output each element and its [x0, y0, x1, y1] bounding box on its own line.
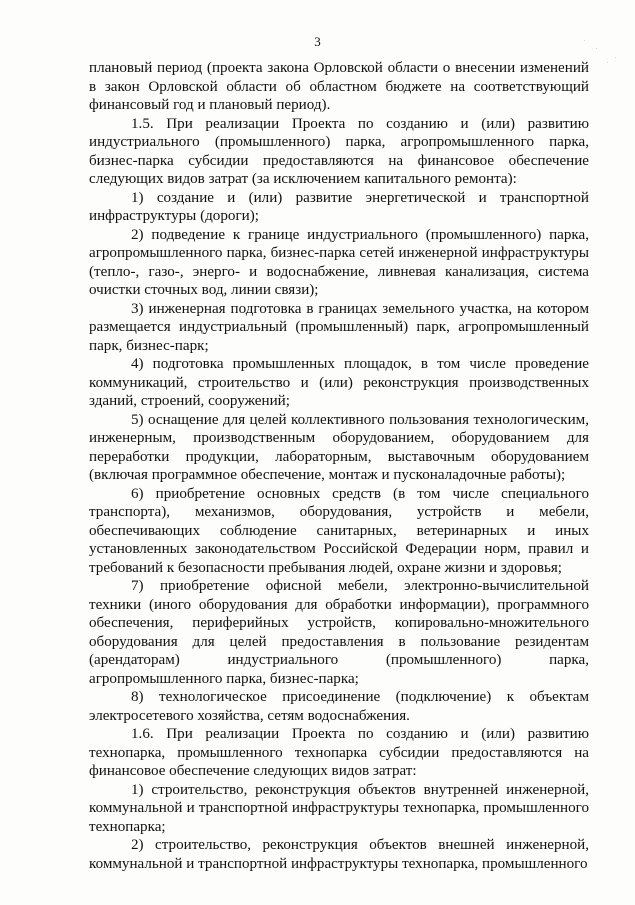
paragraph: 2) строительство, реконструкция объектов внешней инженерной, коммунальной и транспортной инфраструктуры технопарка, промышленного: [89, 837, 589, 872]
paragraph: плановый период (проекта закона Орловской области о внесении изменений в закон Орловской области об областном бюджете на соответствующий финансовый год и плановый период).: [89, 60, 589, 113]
paragraph: 4) подготовка промышленных площадок, в том числе проведение коммуникаций, строительство и (или) реконструкция производственных зданий, строений, сооружений;: [89, 356, 589, 409]
scan-speck: [596, 48, 597, 49]
paragraph: 1) создание и (или) развитие энергетической и транспортной инфраструктуры (дороги);: [89, 189, 589, 224]
paragraph: 1.5. При реализации Проекта по созданию и (или) развитию индустриального (промышленного) парка, агропромышленного парка, бизнес-парка субсидии предоставляются на финансовое обеспечение следующих видов затрат (за исключением капитального ремонта):: [89, 115, 589, 187]
page-number: 3: [314, 34, 321, 49]
paragraph: 1.6. При реализации Проекта по созданию и (или) развитию технопарка, промышленного технопарка субсидии предоставляются на финансовое обеспечение следующих видов затрат:: [89, 726, 589, 779]
paragraph: 7) приобретение офисной мебели, электронно-вычислительной техники (иного оборудования для обработки информации), программного обеспечения, периферийных устройств, копировально-множительного оборудования для целей предоставления в пользование резидентам (арендаторам) индустриального (промышленного) парка, агропромышленного парка, бизнес-парка;: [89, 578, 589, 687]
scan-speck: [607, 62, 608, 63]
scan-speck: [615, 57, 616, 58]
paragraph: 2) подведение к границе индустриального (промышленного) парка, агропромышленного парка, бизнес-парка сетей инженерной инфраструктуры (тепло-, газо-, энерго- и водоснабжение, ливневая канализация, система очистки сточных вод, линии связи);: [89, 226, 589, 298]
document-body: [89, 59, 589, 873]
scan-speck: [584, 40, 585, 41]
paragraph: 5) оснащение для целей коллективного пользования технологическим, инженерным, производственным оборудованием, оборудованием для переработки продукции, лабораторным, выставочным оборудованием (включая программное обеспечение, монтаж и пусконаладочные работы);: [89, 411, 589, 483]
paragraph: 6) приобретение основных средств (в том числе специального транспорта), механизмов, оборудования, устройств и мебели, обеспечивающих соблюдение санитарных, ветеринарных и иных установленных законодательством Российской Федерации норм, правил и требований к безопасности пребывания людей, охране жизни и здоровья;: [89, 485, 589, 576]
paragraph: 1) строительство, реконструкция объектов внутренней инженерной, коммунальной и транспортной инфраструктуры технопарка, промышленного технопарка;: [89, 781, 589, 835]
paragraph: 3) инженерная подготовка в границах земельного участка, на котором размещается индустриальный (промышленный) парк, агропромышленный парк, бизнес-парк;: [89, 300, 589, 354]
paragraph: 8) технологическое присоединение (подключение) к объектам электросетевого хозяйства, сетям водоснабжения.: [89, 689, 589, 724]
